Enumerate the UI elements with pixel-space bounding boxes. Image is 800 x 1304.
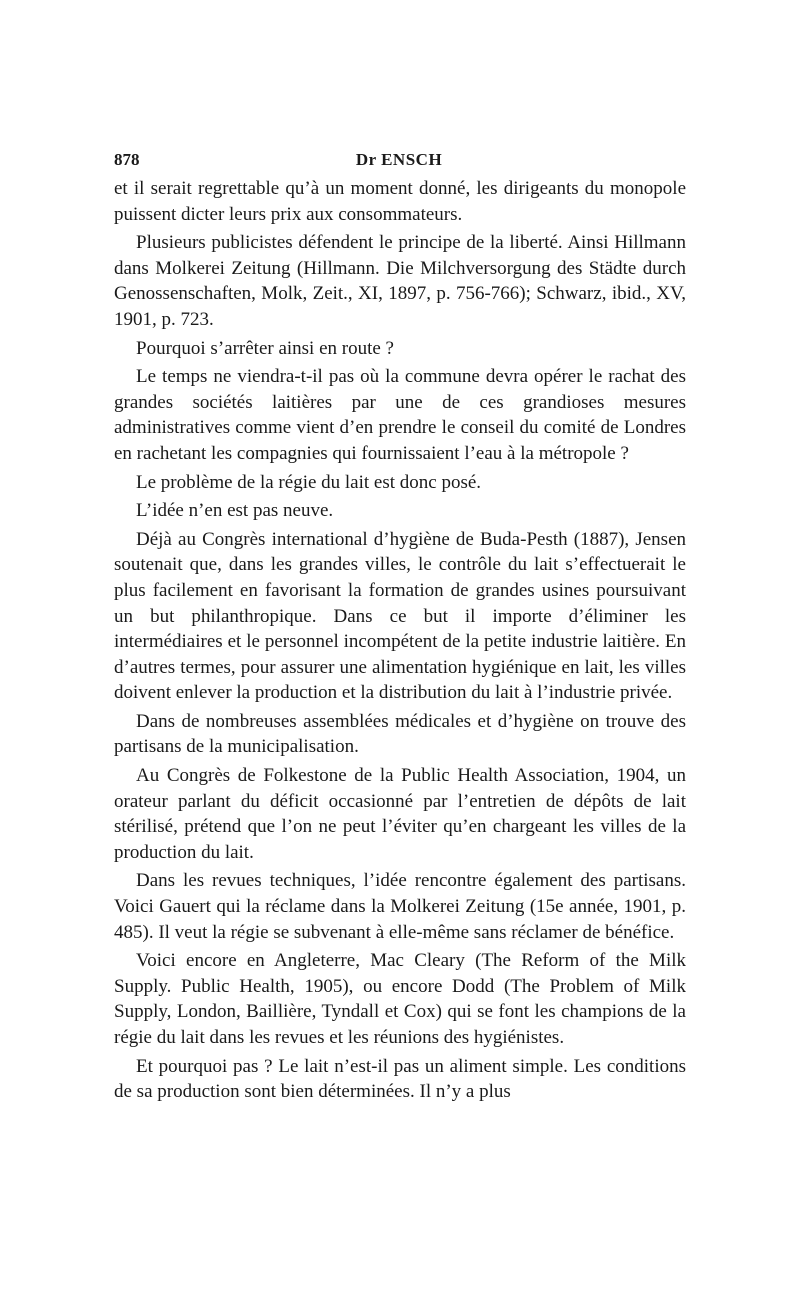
running-head-author: Dr ENSCH	[355, 150, 443, 169]
paragraph: Au Congrès de Folkestone de la Public Health Association, 1904, un orateur parlant du déficit occasionné par l’entretien de dépôts de lait stérilisé, prétend que l’on ne peut l’éviter qu’en chargeant les villes de la production du lait.	[114, 765, 686, 863]
running-header	[114, 150, 684, 174]
paragraph: Pourquoi s’arrêter ainsi en route ?	[136, 337, 394, 359]
page-number: 878	[114, 150, 140, 169]
paragraph: L’idée n’en est pas neuve.	[136, 500, 334, 522]
paragraph: Le problème de la régie du lait est donc posé.	[136, 471, 482, 493]
body-text	[114, 176, 686, 1105]
paragraph: Le temps ne viendra-t-il pas où la commune devra opérer le rachat des grandes sociétés laitières par une de ces grandioses mesures administratives comme vient d’en prendre le conseil du comité de Londres en rachetant les compagnies qui fournissaient l’eau à la métropole ?	[114, 366, 686, 464]
paragraph: Voici encore en Angleterre, Mac Cleary (The Reform of the Milk Supply. Public Health, 1905), ou encore Dodd (The Problem of Milk Supply, London, Baillière, Tyndall et Cox) qui se font les champions de la régie du lait dans les revues et les réunions des hygiénistes.	[114, 950, 686, 1048]
paragraph: et il serait regrettable qu’à un moment donné, les dirigeants du monopole puissent dicter leurs prix aux consommateurs.	[114, 178, 686, 225]
paragraph: Et pourquoi pas ? Le lait n’est-il pas un aliment simple. Les conditions de sa production sont bien déterminées. Il n’y a plus	[114, 1055, 686, 1103]
paragraph: Plusieurs publicistes défendent le principe de la liberté. Ainsi Hillmann dans Molkerei Zeitung (Hillmann. Die Milchversorgung des Städte durch Genossenschaften, Molk, Zeit., XI, 1897, p. 756-766); Schwarz, ibid., XV, 1901, p. 723.	[114, 232, 686, 330]
paragraph: Dans de nombreuses assemblées médicales et d’hygiène on trouve des partisans de la municipalisation.	[114, 710, 686, 758]
paragraph: Dans les revues techniques, l’idée rencontre également des partisans. Voici Gauert qui la réclame dans la Molkerei Zeitung (15e année, 1901, p. 485). Il veut la régie se subvenant à elle-même sans réclamer de bénéfice.	[114, 870, 686, 943]
paragraph: Déjà au Congrès international d’hygiène de Buda-Pesth (1887), Jensen soutenait que, dans les grandes villes, le contrôle du lait s’effectuerait le plus facilement en favorisant la formation de grandes usines poursuivant un but philanthropique. Dans ce but il importe d’éliminer les intermédiaires et le personnel incompétent de la petite industrie laitière. En d’autres termes, pour assurer une alimentation hygiénique en lait, les villes doivent enlever la production et la distribution du lait à l’industrie privée.	[114, 528, 686, 704]
